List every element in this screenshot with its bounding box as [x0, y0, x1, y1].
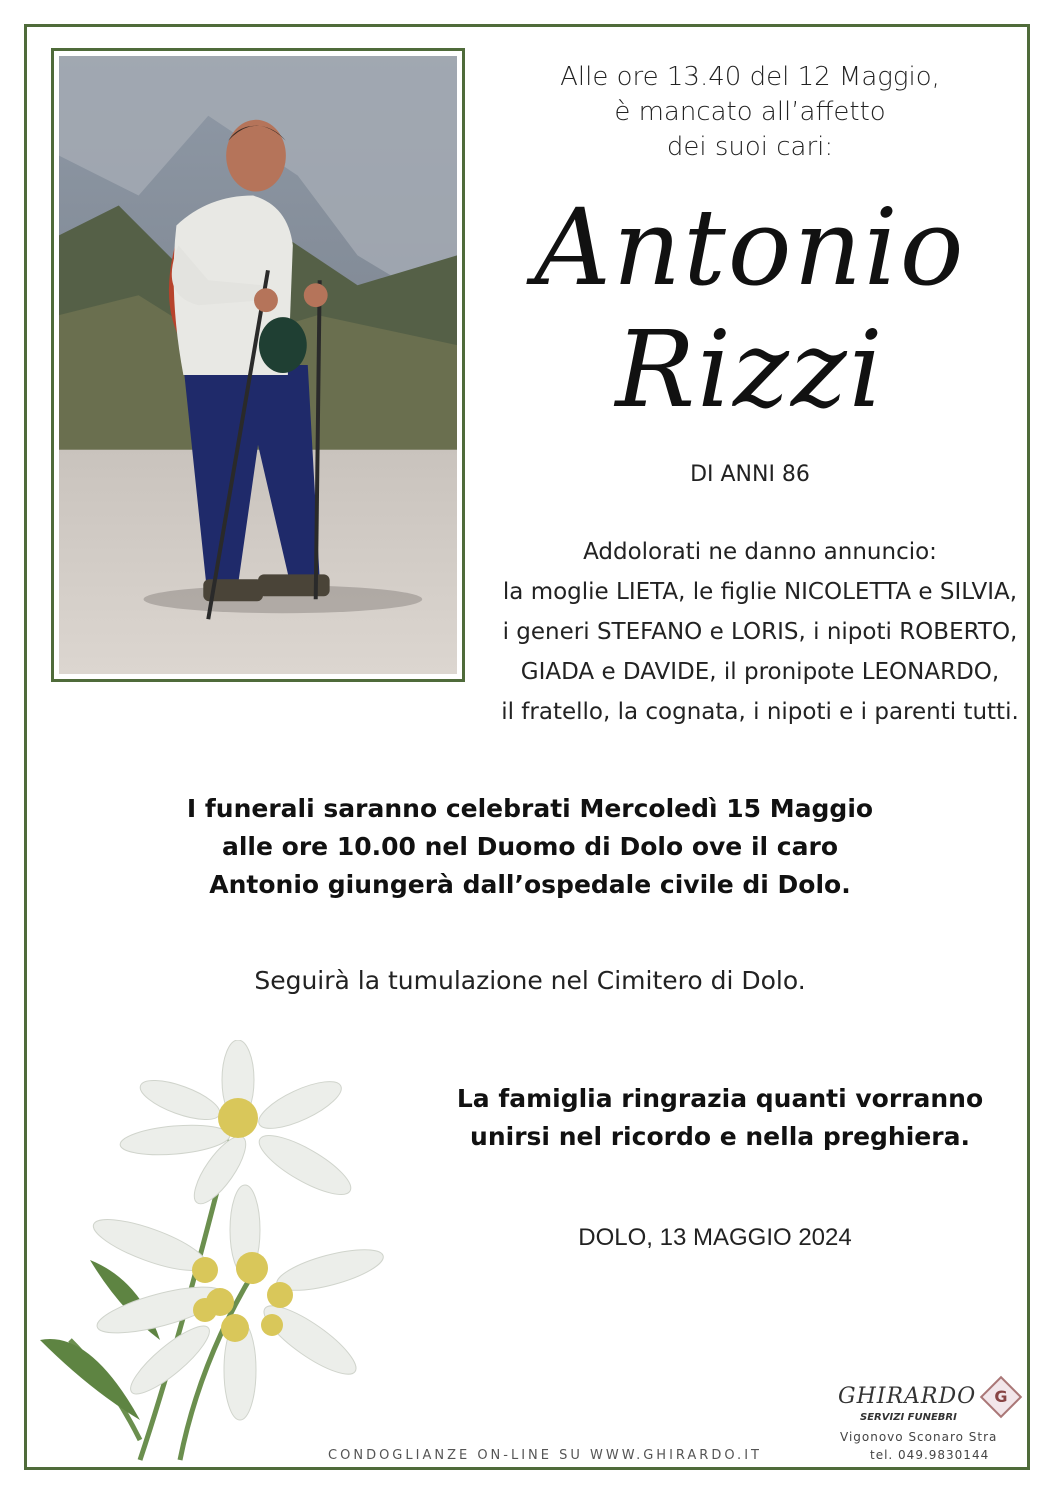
deceased-age: DI ANNI 86 [690, 462, 810, 487]
logo-subtitle: SERVIZI FUNEBRI [860, 1412, 957, 1423]
thanks-line: unirsi nel ricordo e nella preghiera. [470, 1122, 970, 1151]
logo-name: GHIRARDO [838, 1384, 977, 1409]
announcement-line: GIADA e DAVIDE, il pronipote LEONARDO, [520, 659, 1000, 685]
announcement-line: Addolorati ne danno annuncio: [583, 539, 937, 565]
burial-note: Seguirà la tumulazione nel Cimitero di Dolo. [254, 966, 806, 995]
announcement-line: la moglie LIETA, le figlie NICOLETTA e SILVIA, [502, 579, 1018, 605]
family-thanks [420, 1080, 1020, 1156]
portrait-photo [59, 56, 457, 674]
portrait-frame [51, 48, 465, 682]
funeral-line: I funerali saranno celebrati Mercoledì 15 Maggio [186, 794, 874, 823]
logo-letter: G [994, 1387, 1008, 1406]
logo-diamond-icon [980, 1376, 1022, 1418]
funeral-details [120, 790, 940, 904]
intro-line: Alle ore 13.40 del 12 Maggio, [560, 62, 940, 92]
family-announcement [470, 532, 1050, 732]
edelweiss-flower-image [30, 1040, 390, 1465]
logo-towns: Vigonovo Sconaro Stra [840, 1430, 998, 1444]
deceased-last-name: Rizzi [615, 308, 885, 431]
deceased-first-name: Antonio [534, 186, 966, 309]
funeral-home-logo [832, 1374, 1032, 1474]
logo-phone: tel. 049.9830144 [870, 1448, 990, 1462]
funeral-line: alle ore 10.00 nel Duomo di Dolo ove il caro [221, 832, 838, 861]
death-notice-intro [540, 60, 960, 165]
thanks-line: La famiglia ringrazia quanti vorranno [456, 1084, 984, 1113]
announcement-line: il fratello, la cognata, i nipoti e i parenti tutti. [501, 699, 1019, 725]
funeral-line: Antonio giungerà dall’ospedale civile di Dolo. [209, 870, 851, 899]
intro-line: dei suoi cari: [666, 132, 834, 162]
announcement-line: i generi STEFANO e LORIS, i nipoti ROBERTO, [502, 619, 1018, 645]
intro-line: è mancato all’affetto [614, 97, 886, 127]
online-condolences-link[interactable]: CONDOGLIANZE ON-LINE SU WWW.GHIRARDO.IT [328, 1448, 762, 1463]
place-and-date: DOLO, 13 MAGGIO 2024 [578, 1224, 852, 1251]
